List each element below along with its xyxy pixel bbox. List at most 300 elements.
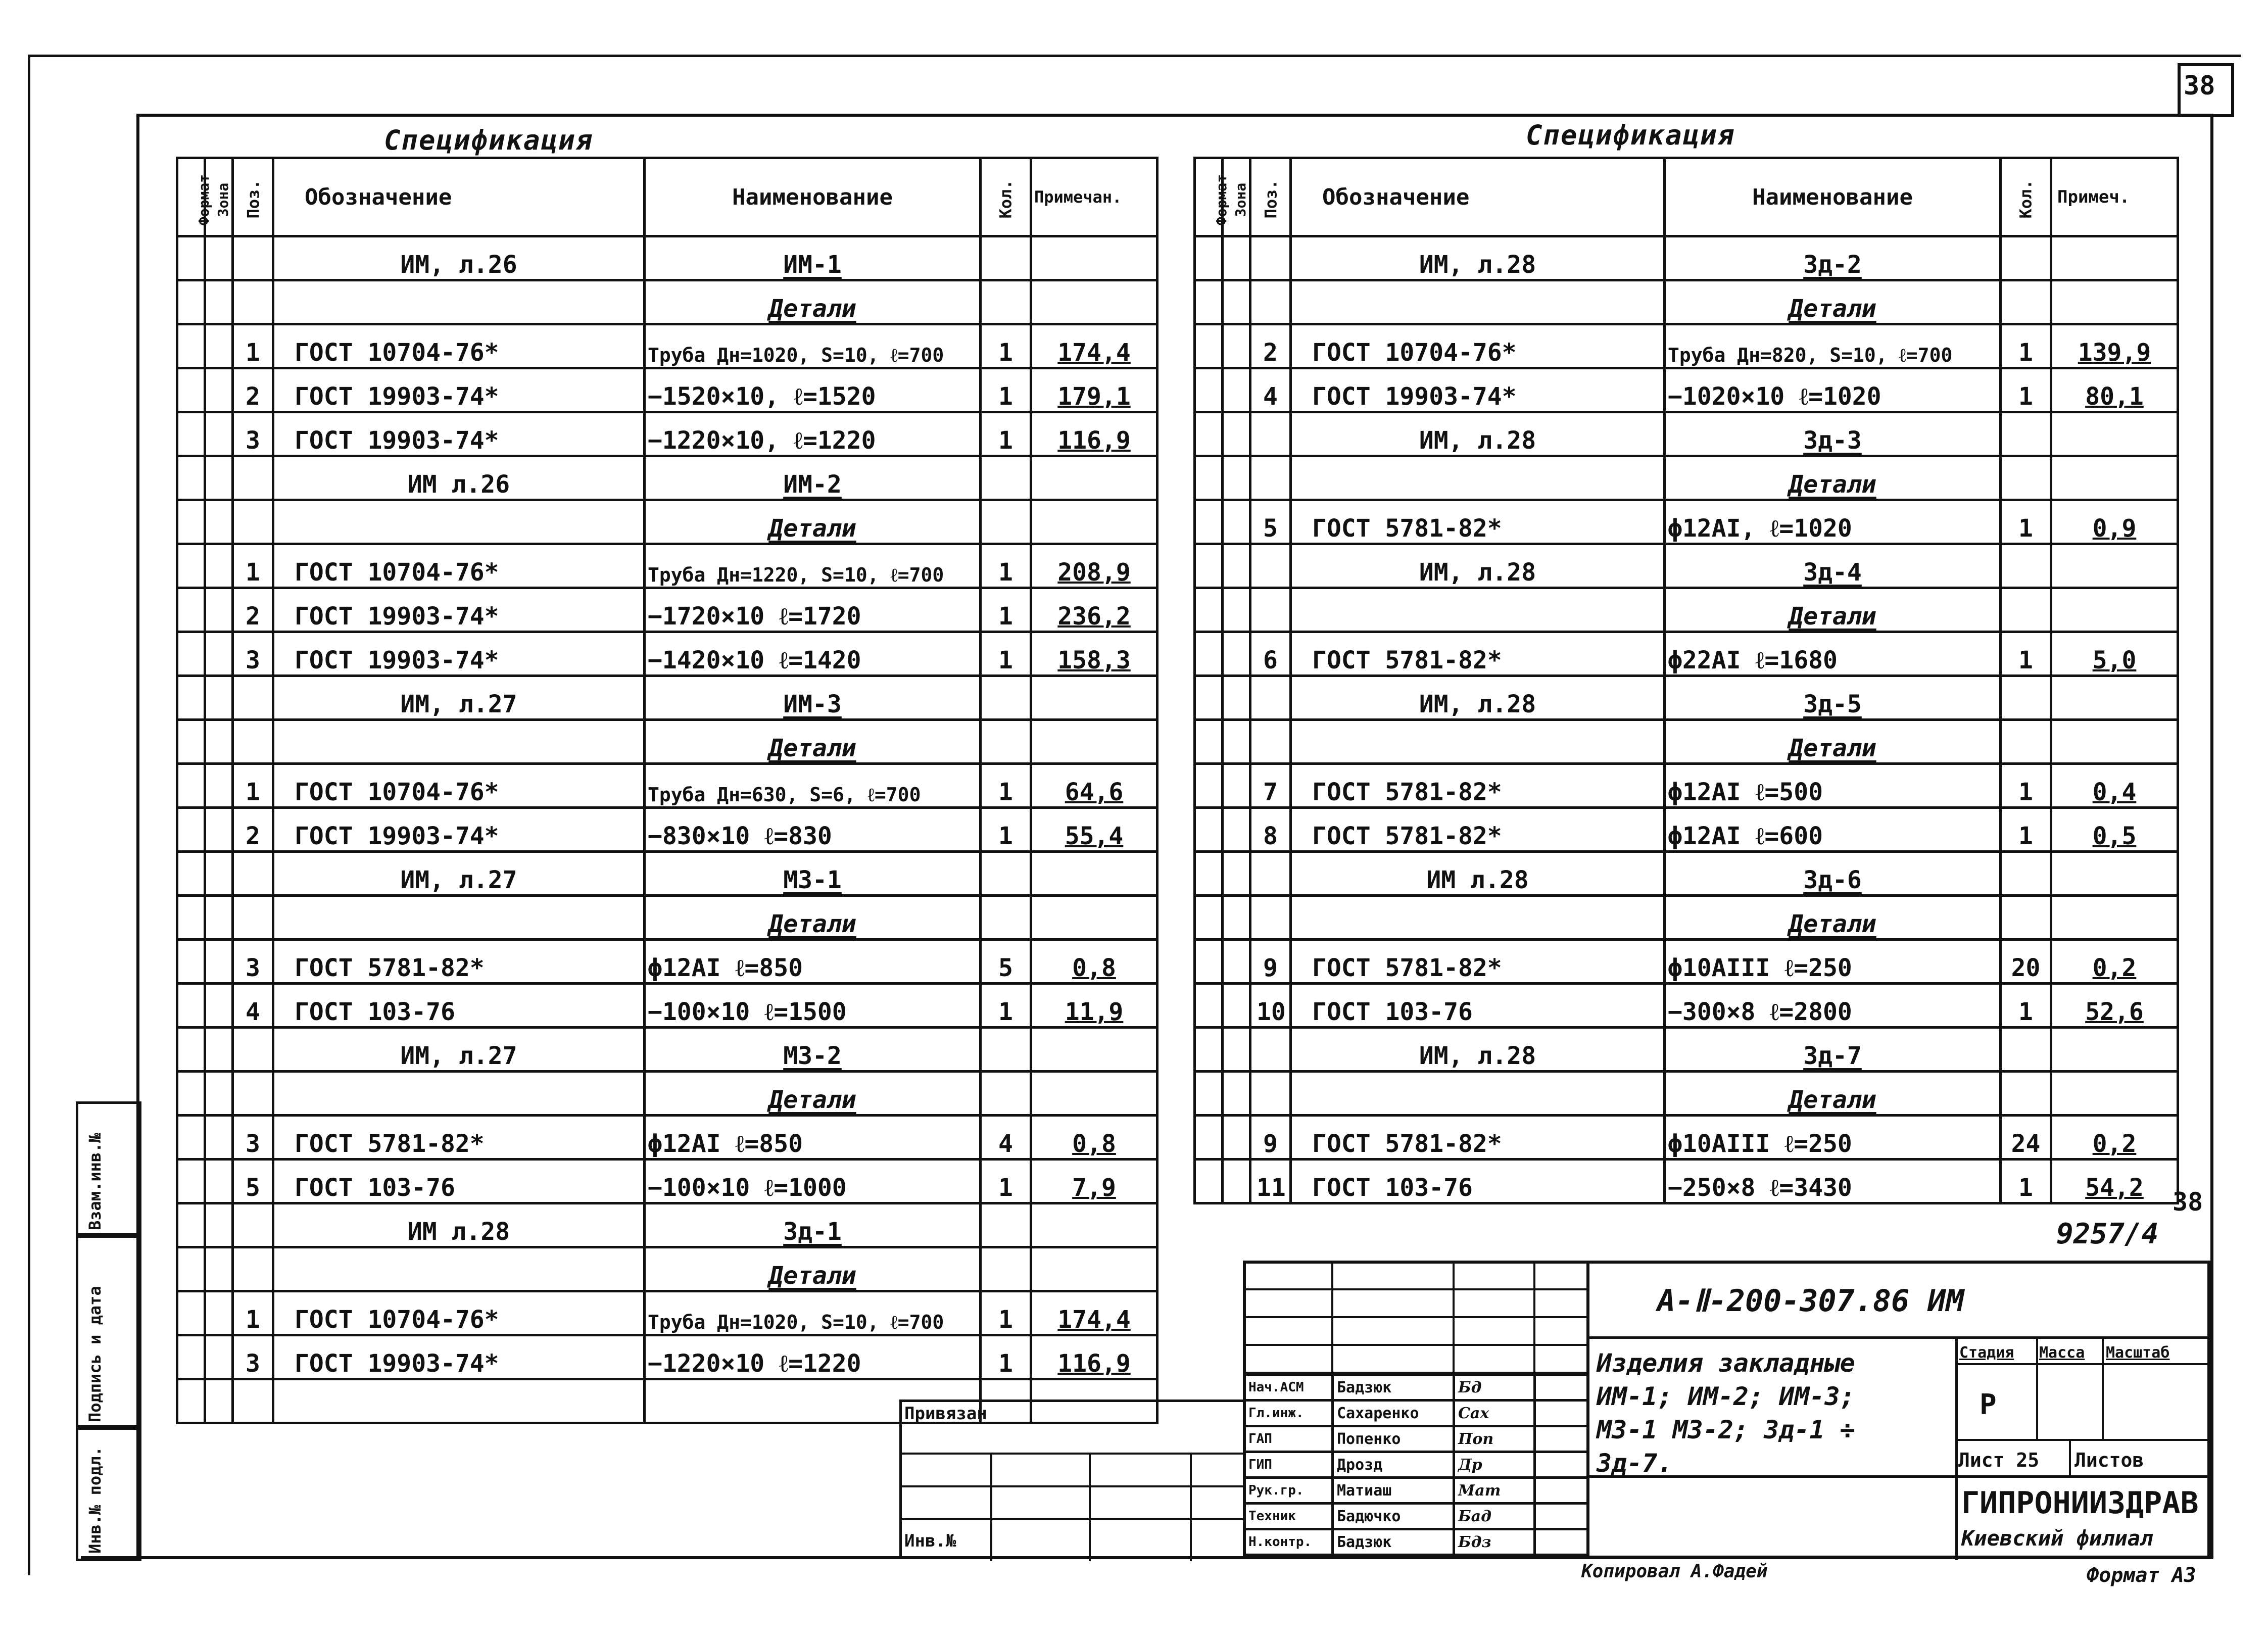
cell-designation: ГОСТ 19903-74* [273,368,645,412]
cell-pos [233,852,273,896]
staff-role: Нач.АСМ [1244,1375,1333,1401]
staff-date [1535,1504,1588,1529]
cell-pos [1250,852,1291,896]
cell-qty: 1 [981,1160,1031,1203]
staff-role: Гл.инж. [1244,1401,1333,1426]
cell-pos: 2 [233,808,273,852]
col-note: Примеч. [2051,158,2178,236]
cell-note: 0,5 [2051,808,2178,852]
cell-note [2051,1072,2178,1116]
cell-zone [1223,808,1250,852]
cell-pos [1250,896,1291,940]
cell-qty: 1 [2001,808,2051,852]
cell-qty [981,676,1031,720]
doc-sheet-small: 38 [2173,1187,2203,1217]
cell-pos: 6 [1250,632,1291,676]
side-stamp-sign-date [76,1233,141,1430]
cell-note: 0,4 [2051,764,2178,808]
cell-format [177,896,205,940]
staff-signature: Бд [1454,1375,1535,1401]
cell-designation: ГОСТ 5781-82* [1291,1116,1665,1160]
cell-note [2051,720,2178,764]
cell-name [1665,1028,2001,1072]
cell-designation: ИМ, л.28 [1291,544,1665,588]
cell-name [645,236,981,280]
details-label: Детали [768,1262,856,1290]
cell-pos: 2 [1250,324,1291,368]
cell-qty: 1 [981,368,1031,412]
details-label: Детали [1789,470,1876,499]
cell-qty [2001,1028,2051,1072]
cell-pos [233,236,273,280]
col-qty: Кол. [981,158,1031,236]
left-spec-table [176,157,1159,1424]
cell-designation: ИМ, л.28 [1291,236,1665,280]
details-label: Детали [768,734,856,762]
cell-designation: ГОСТ 103-76 [273,1160,645,1203]
cell-pos [1250,544,1291,588]
cell-zone [205,1247,233,1291]
cell-zone [1223,1028,1250,1072]
cell-format [177,720,205,764]
cell-format [1195,764,1223,808]
spec-row [177,500,1157,544]
product-mark: Зд-3 [1803,426,1862,455]
product-mark: Зд-5 [1803,690,1862,718]
cell-pos: 3 [233,632,273,676]
cell-format [177,236,205,280]
cell-zone [205,852,233,896]
staff-signature: Сах [1454,1401,1535,1426]
product-mark: ИМ-3 [783,690,842,718]
cell-note [1031,852,1157,896]
cell-qty [981,1203,1031,1247]
cell-pos [1250,588,1291,632]
staff-role: Н.контр. [1244,1529,1333,1555]
cell-qty [2001,236,2051,280]
cell-qty [2001,412,2051,456]
cell-name [645,1072,981,1116]
privyazan-label: Привязан [904,1404,987,1424]
staff-name: Бадзюк [1333,1375,1454,1401]
cell-zone [205,1203,233,1247]
cell-note: 80,1 [2051,368,2178,412]
cell-name [1665,896,2001,940]
cell-note: 5,0 [2051,632,2178,676]
cell-zone [205,984,233,1028]
cell-note: 158,3 [1031,632,1157,676]
frame-top [28,55,2241,57]
cell-note [2051,456,2178,500]
spec-row [177,896,1157,940]
cell-designation: ГОСТ 19903-74* [273,588,645,632]
cell-qty [981,236,1031,280]
details-label: Детали [1789,602,1876,631]
cell-name [1665,280,2001,324]
cell-zone [205,676,233,720]
cell-note: 174,4 [1031,324,1157,368]
cell-designation: ГОСТ 5781-82* [1291,632,1665,676]
cell-format [177,1028,205,1072]
cell-qty [981,720,1031,764]
spec-row [1195,412,2178,456]
cell-qty [981,1028,1031,1072]
cell-name [1665,412,2001,456]
side-vzam-inv: Взам.инв.№ [85,1133,105,1230]
details-label: Детали [1789,295,1876,323]
cell-name [1665,456,2001,500]
spec-row [177,1247,1157,1291]
cell-pos: 1 [233,764,273,808]
spec-row [177,940,1157,984]
cell-name: ϕ12AI ℓ=850 [645,940,981,984]
side-sign-date: Подпись и дата [85,1286,105,1422]
spec-row [177,280,1157,324]
cell-pos [233,1203,273,1247]
cell-designation [273,280,645,324]
cell-designation [1291,456,1665,500]
cell-qty: 1 [981,588,1031,632]
sheet-label: Лист 25 [1958,1449,2040,1471]
cell-format [177,940,205,984]
cell-format [1195,808,1223,852]
cell-qty: 1 [981,1335,1031,1379]
spec-row [1195,896,2178,940]
cell-format [1195,456,1223,500]
spec-row [177,456,1157,500]
cell-zone [1223,984,1250,1028]
cell-zone [205,1379,233,1423]
cell-qty [981,1072,1031,1116]
cell-designation: ГОСТ 5781-82* [273,1116,645,1160]
cell-format [177,280,205,324]
spec-row [177,368,1157,412]
cell-qty: 1 [2001,1160,2051,1203]
cell-format [1195,1028,1223,1072]
staff-date [1535,1375,1588,1401]
cell-zone [205,940,233,984]
cell-designation [1291,720,1665,764]
cell-format [1195,720,1223,764]
cell-zone [1223,896,1250,940]
staff-date [1535,1529,1588,1555]
details-label: Детали [768,910,856,938]
cell-designation: ГОСТ 5781-82* [1291,808,1665,852]
cell-pos: 2 [233,368,273,412]
cell-format [177,1379,205,1423]
left-spec-title: Спецификация [384,124,594,156]
cell-pos: 9 [1250,1116,1291,1160]
cell-pos: 4 [233,984,273,1028]
staff-name: Сахаренко [1333,1401,1454,1426]
cell-designation [273,500,645,544]
cell-name: ϕ12AI, ℓ=1020 [1665,500,2001,544]
cell-pos [233,1028,273,1072]
org-name: ГИПРОНИИЗДРАВ [1961,1485,2199,1521]
spec-row [177,1160,1157,1203]
cell-pos: 5 [1250,500,1291,544]
product-mark: ИМ-2 [783,470,842,499]
cell-name [645,1247,981,1291]
cell-pos [1250,412,1291,456]
staff-name: Бадючко [1333,1504,1454,1529]
spec-row [177,236,1157,280]
staff-role: ГАП [1244,1426,1333,1452]
cell-zone [1223,1072,1250,1116]
cell-note [2051,852,2178,896]
stage-value: Р [1980,1388,1997,1421]
cell-zone [205,1291,233,1335]
right-spec-table [1193,157,2179,1204]
cell-designation: ГОСТ 19903-74* [273,632,645,676]
cell-format [1195,940,1223,984]
cell-format [1195,544,1223,588]
cell-zone [1223,544,1250,588]
staff-row [1244,1401,1588,1426]
cell-pos: 3 [233,412,273,456]
col-designation: Обозначение [273,158,645,236]
cell-note [1031,236,1157,280]
spec-row [177,676,1157,720]
col-pos: Поз. [1250,158,1291,236]
spec-row [1195,720,2178,764]
cell-format [177,1072,205,1116]
cell-pos [1250,1072,1291,1116]
cell-designation: ГОСТ 5781-82* [1291,764,1665,808]
cell-qty [981,896,1031,940]
spec-row [177,720,1157,764]
cell-zone [205,1116,233,1160]
cell-format [177,1203,205,1247]
cell-designation [1291,588,1665,632]
cell-pos: 1 [233,1291,273,1335]
spec-row [177,324,1157,368]
cell-format [177,1291,205,1335]
cell-designation: ИМ л.28 [1291,852,1665,896]
spec-row [1195,324,2178,368]
cell-zone [205,456,233,500]
cell-qty [2001,544,2051,588]
cell-pos: 11 [1250,1160,1291,1203]
cell-designation: ГОСТ 10704-76* [273,544,645,588]
sheet-number: 38 [2184,71,2215,101]
cell-format [1195,1116,1223,1160]
spec-row [1195,588,2178,632]
col-qty: Кол. [2001,158,2051,236]
cell-name [645,676,981,720]
cell-name: −1420×10 ℓ=1420 [645,632,981,676]
cell-designation: ГОСТ 10704-76* [1291,324,1665,368]
cell-qty: 1 [2001,632,2051,676]
cell-pos: 2 [233,588,273,632]
staff-name: Бадзюк [1333,1529,1454,1555]
right-spec-title: Спецификация [1526,119,1735,151]
col-pos: Поз. [233,158,273,236]
spec-row [1195,808,2178,852]
scale-label: Масштаб [2106,1344,2170,1362]
cell-note [2051,676,2178,720]
cell-name: −1220×10, ℓ=1220 [645,412,981,456]
cell-pos [1250,676,1291,720]
cell-format [1195,236,1223,280]
cell-name [645,1028,981,1072]
cell-name: −830×10 ℓ=830 [645,808,981,852]
cell-note [2051,280,2178,324]
cell-qty: 24 [2001,1116,2051,1160]
cell-note [2051,412,2178,456]
frame-inner-right [2210,114,2213,1559]
cell-format [177,544,205,588]
cell-pos: 1 [233,544,273,588]
cell-designation [1291,280,1665,324]
cell-zone [1223,632,1250,676]
col-name: Наименование [645,158,981,236]
cell-note [1031,1072,1157,1116]
spec-row [1195,544,2178,588]
cell-designation: ИМ, л.27 [273,676,645,720]
inv-no-label: Инв.№ [904,1531,956,1551]
cell-note: 54,2 [2051,1160,2178,1203]
sheets-label: Листов [2074,1449,2144,1471]
cell-designation: ГОСТ 19903-74* [273,808,645,852]
cell-note: 116,9 [1031,412,1157,456]
cell-note: 0,2 [2051,940,2178,984]
spec-row [177,852,1157,896]
cell-designation [1291,1072,1665,1116]
cell-zone [1223,764,1250,808]
staff-signature: Поп [1454,1426,1535,1452]
details-label: Детали [1789,910,1876,938]
cell-qty: 1 [2001,324,2051,368]
cell-qty [981,852,1031,896]
cell-qty: 1 [981,984,1031,1028]
spec-row [177,1028,1157,1072]
cell-pos: 4 [1250,368,1291,412]
cell-note: 11,9 [1031,984,1157,1028]
cell-format [177,764,205,808]
cell-designation: ИМ, л.27 [273,852,645,896]
cell-name: −250×8 ℓ=3430 [1665,1160,2001,1203]
item-title: Изделия закладные ИМ-1; ИМ-2; ИМ-3; МЗ-1 МЗ-2; Зд-1 ÷ Зд-7. [1597,1348,1855,1478]
cell-pos [233,720,273,764]
details-label: Детали [1789,1086,1876,1114]
cell-pos [233,1072,273,1116]
cell-name: −100×10 ℓ=1500 [645,984,981,1028]
cell-name [645,1203,981,1247]
staff-date [1535,1401,1588,1426]
spec-row [1195,456,2178,500]
cell-format [177,1247,205,1291]
cell-pos [233,1247,273,1291]
cell-zone [1223,852,1250,896]
cell-name: Труба Дн=1220, S=10, ℓ=700 [645,544,981,588]
spec-row [1195,1160,2178,1203]
cell-qty: 1 [981,412,1031,456]
cell-zone [205,236,233,280]
cell-name: −100×10 ℓ=1000 [645,1160,981,1203]
cell-qty: 1 [2001,368,2051,412]
spec-row [177,544,1157,588]
cell-format [1195,896,1223,940]
cell-zone [205,324,233,368]
cell-name: Труба Дн=1020, S=10, ℓ=700 [645,1291,981,1335]
cell-name: −1720×10 ℓ=1720 [645,588,981,632]
spec-row [177,1116,1157,1160]
cell-pos [233,676,273,720]
staff-row [1244,1504,1588,1529]
cell-qty: 1 [2001,500,2051,544]
cell-qty: 1 [2001,764,2051,808]
doc-ref: 9257/4 [2056,1218,2159,1250]
cell-pos [1250,236,1291,280]
cell-name [1665,676,2001,720]
cell-qty [981,456,1031,500]
cell-note: 55,4 [1031,808,1157,852]
spec-row [177,1072,1157,1116]
cell-qty [2001,280,2051,324]
cell-note: 0,9 [2051,500,2178,544]
cell-name [645,456,981,500]
cell-pos: 7 [1250,764,1291,808]
cell-designation [273,720,645,764]
side-stamp-vzam-inv [76,1101,141,1238]
cell-pos: 10 [1250,984,1291,1028]
cell-pos: 1 [233,324,273,368]
cell-qty: 20 [2001,940,2051,984]
spec-row [177,808,1157,852]
cell-format [1195,588,1223,632]
cell-qty: 1 [981,632,1031,676]
product-mark: МЗ-2 [783,1042,842,1070]
cell-designation [273,1247,645,1291]
cell-format [1195,280,1223,324]
col-zone: Зона [1223,158,1250,236]
staff-role: Рук.гр. [1244,1478,1333,1504]
cell-format [1195,324,1223,368]
cell-note [2051,588,2178,632]
cell-name [645,280,981,324]
spec-row [177,412,1157,456]
staff-signature: Мат [1454,1478,1535,1504]
spec-row [1195,632,2178,676]
cell-note: 116,9 [1031,1335,1157,1379]
details-label: Детали [768,514,856,543]
cell-note: 174,4 [1031,1291,1157,1335]
cell-zone [1223,676,1250,720]
cell-designation: ГОСТ 103-76 [1291,984,1665,1028]
cell-format [1195,984,1223,1028]
cell-note: 52,6 [2051,984,2178,1028]
staff-signature: Бдз [1454,1529,1535,1555]
cell-designation [273,1379,645,1423]
staff-signature: Бад [1454,1504,1535,1529]
cell-designation: ГОСТ 19903-74* [273,1335,645,1379]
spec-row [177,1335,1157,1379]
cell-designation: ГОСТ 10704-76* [273,1291,645,1335]
cell-qty: 1 [2001,984,2051,1028]
cell-qty: 5 [981,940,1031,984]
spec-row [177,632,1157,676]
cell-zone [1223,500,1250,544]
product-mark: Зд-7 [1803,1042,1862,1070]
cell-format [177,324,205,368]
cell-designation: ИМ л.26 [273,456,645,500]
cell-zone [205,588,233,632]
cell-pos: 3 [233,1116,273,1160]
cell-designation: ГОСТ 10704-76* [273,764,645,808]
cell-pos: 5 [233,1160,273,1203]
cell-pos [233,1379,273,1423]
